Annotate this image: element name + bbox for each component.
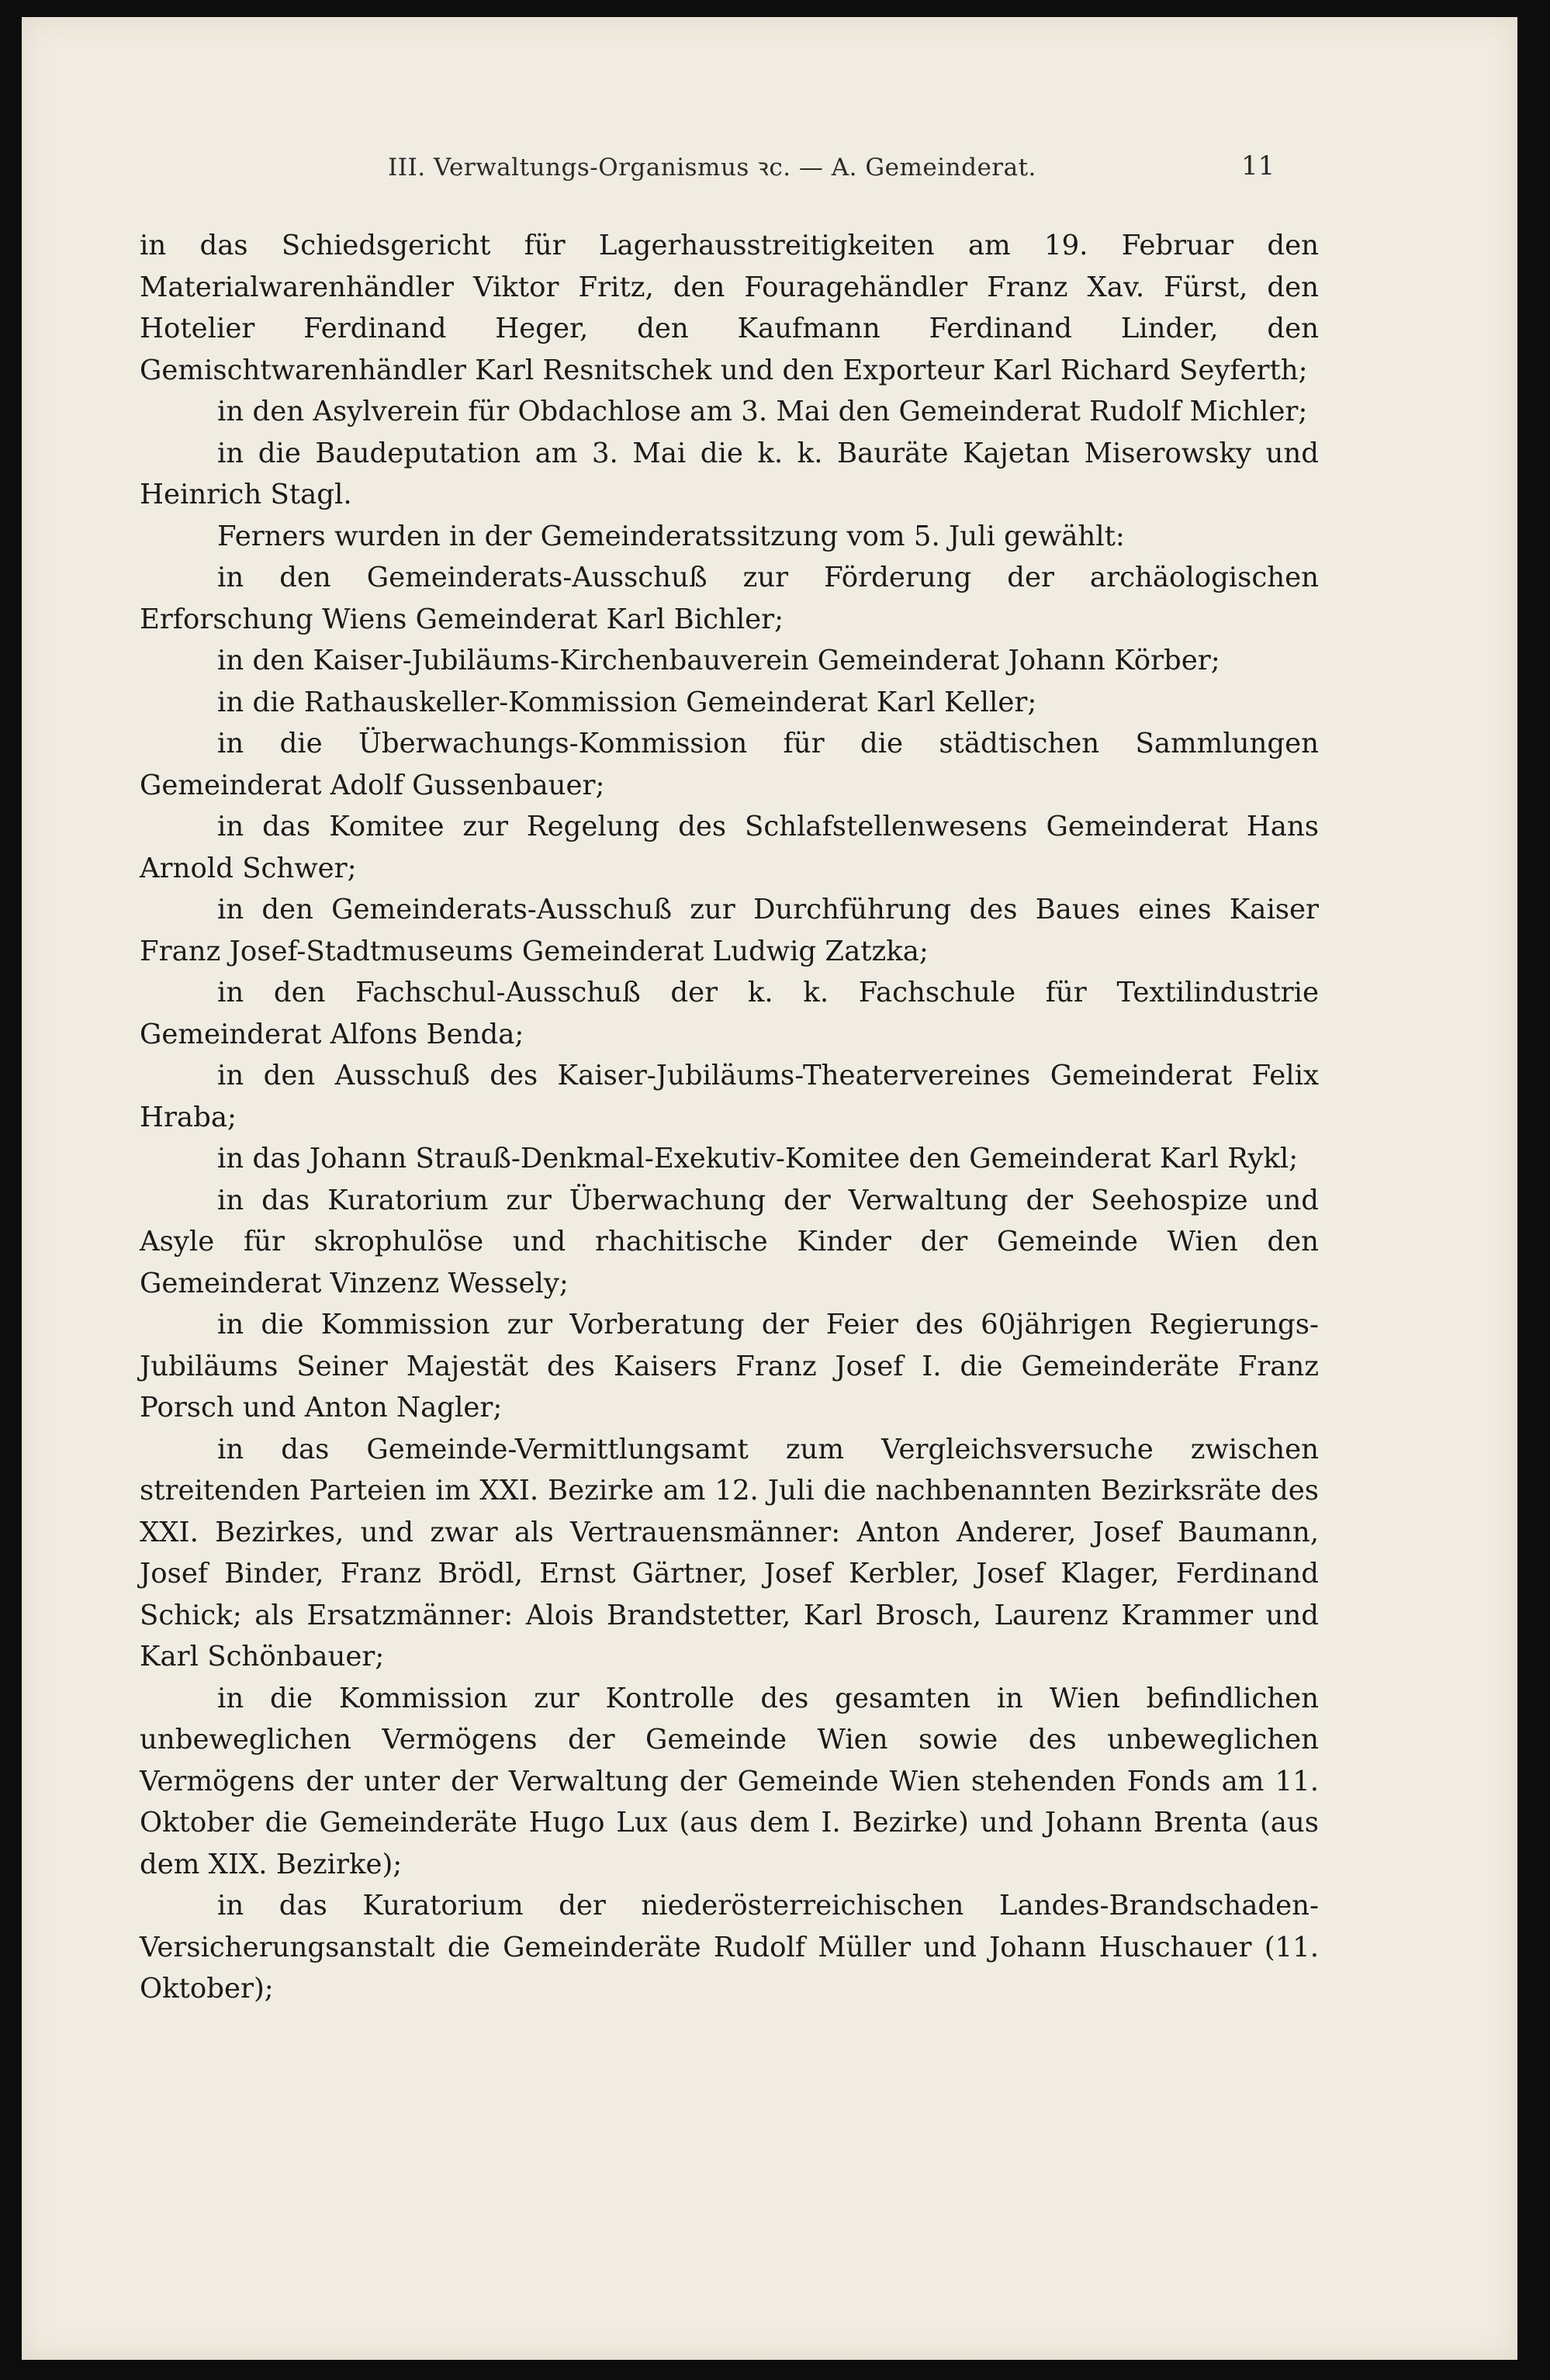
- paragraph-theaterverein: in den Ausschuß des Kaiser-Jubiläums-Theatervereines Gemeinderat Felix Hraba;: [140, 1060, 1319, 1133]
- paragraph-sammlungen: in die Überwachungs-Kommission für die städtischen Sammlungen Gemeinderat Adolf Gussenbauer;: [140, 728, 1319, 801]
- paragraph-asylverein: in den Asylverein für Obdachlose am 3. Mai den Gemeinderat Rudolf Michler;: [217, 396, 1308, 427]
- paragraph-vermoegenskontrolle: in die Kommission zur Kontrolle des gesamten in Wien befindlichen unbeweglichen Vermögens der Gemeinde Wien sowie des unbeweglichen Vermögens der unter der Verwaltung der Gemeinde Wien stehenden Fonds am 11. Oktober die Gemeinderäte Hugo Lux (aus dem I. Bezirke) und Johann Brenta (aus dem XIX. Bezirke);: [140, 1682, 1319, 1880]
- book-page: [22, 17, 1517, 2360]
- body-text: [140, 225, 1319, 2010]
- paragraph-kirchenbauverein: in den Kaiser-Jubiläums-Kirchenbauverein Gemeinderat Johann Körber;: [217, 645, 1220, 676]
- paragraph-rathauskeller: in die Rathauskeller-Kommission Gemeinderat Karl Keller;: [217, 686, 1037, 718]
- paragraph-regierungsjubilaeum: in die Kommission zur Vorberatung der Feier des 60jährigen Regierungs-Jubiläums Seiner Majestät des Kaisers Franz Josef I. die Gemeinderäte Franz Porsch und Anton Nagler;: [140, 1309, 1319, 1424]
- paragraph-seehospize: in das Kuratorium zur Überwachung der Verwaltung der Seehospize und Asyle für skrophulöse und rhachitische Kinder der Gemeinde Wien den Gemeinderat Vinzenz Wessely;: [140, 1184, 1319, 1299]
- paragraph-ferners: Ferners wurden in der Gemeinderatssitzung vom 5. Juli gewählt:: [217, 520, 1125, 552]
- paragraph-brandschaden: in das Kuratorium der niederösterreichischen Landes-Brandschaden-Versicherungsanstalt die Gemeinderäte Rudolf Müller und Johann Huschauer (11. Oktober);: [140, 1890, 1319, 2005]
- paragraph-schlafstellen: in das Komitee zur Regelung des Schlafstellenwesens Gemeinderat Hans Arnold Schwer;: [140, 811, 1319, 884]
- chapter-heading: III. Verwaltungs-Organismus ꝛc. — A. Gemeinderat.: [388, 154, 1036, 182]
- paragraph-fachschule: in den Fachschul-Ausschuß der k. k. Fachschule für Textilindustrie Gemeinderat Alfons Benda;: [140, 977, 1319, 1050]
- paragraph-vermittlungsamt: in das Gemeinde-Vermittlungsamt zum Vergleichsversuche zwischen streitenden Parteien im XXI. Bezirke am 12. Juli die nachbenannten Bezirksräte des XXI. Bezirkes, und zwar als Vertrauensmänner: Anton Anderer, Josef Baumann, Josef Binder, Franz Brödl, Ernst Gärtner, Josef Kerbler, Josef Klager, Ferdinand Schick; als Ersatzmänner: Alois Brandstetter, Karl Brosch, Laurenz Krammer und Karl Schönbauer;: [140, 1433, 1319, 1673]
- paragraph-archaeologie: in den Gemeinderats-Ausschuß zur Förderung der archäologischen Erforschung Wiens Gemeinderat Karl Bichler;: [140, 562, 1319, 635]
- paragraph-schiedsgericht: in das Schiedsgericht für Lagerhausstreitigkeiten am 19. Februar den Materialwarenhändler Viktor Fritz, den Fouragehändler Franz Xav. Fürst, den Hotelier Ferdinand Heger, den Kaufmann Ferdinand Linder, den Gemischtwarenhändler Karl Resnitschek und den Exporteur Karl Richard Seyferth;: [140, 230, 1319, 386]
- paragraph-stadtmuseum: in den Gemeinderats-Ausschuß zur Durchführung des Baues eines Kaiser Franz Josef-Stadtmuseums Gemeinderat Ludwig Zatzka;: [140, 894, 1319, 967]
- paragraph-strauss-denkmal: in das Johann Strauß-Denkmal-Exekutiv-Komitee den Gemeinderat Karl Rykl;: [217, 1143, 1299, 1174]
- paragraph-baudeputation: in die Baudeputation am 3. Mai die k. k. Bauräte Kajetan Miserowsky und Heinrich Stagl.: [140, 437, 1319, 510]
- page-number: 11: [1241, 150, 1275, 182]
